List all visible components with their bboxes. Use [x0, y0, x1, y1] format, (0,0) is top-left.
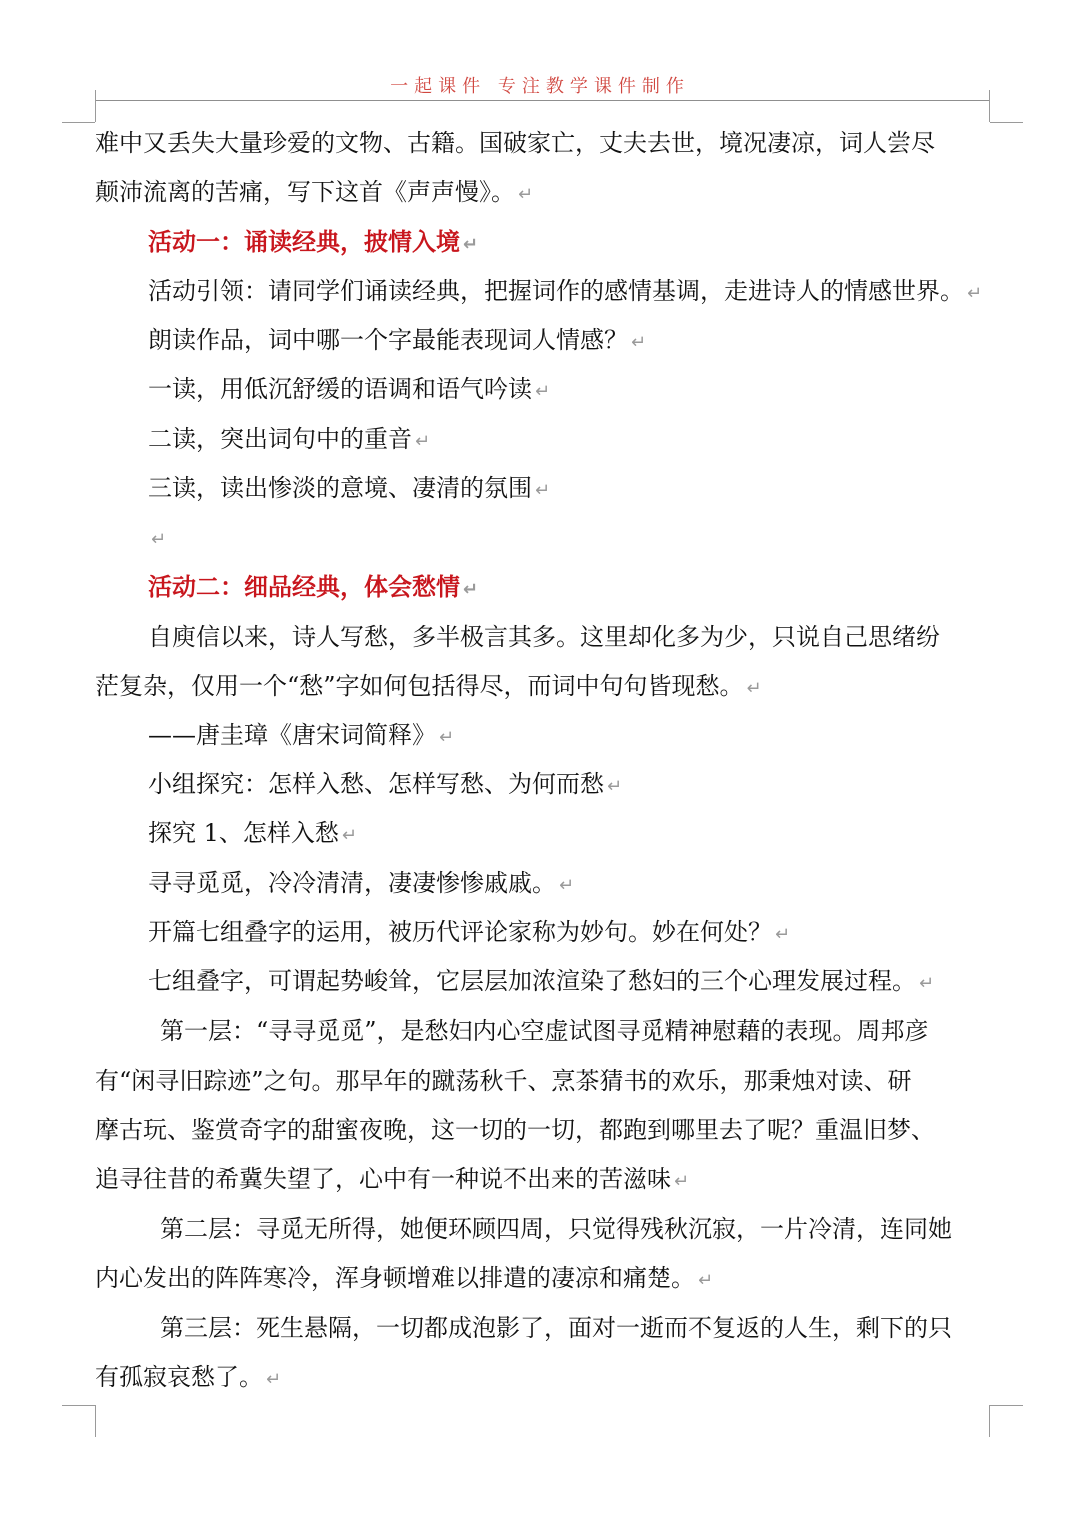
body-line: 自庾信以来，诗人写愁，多半极言其多。这里却化多为少，只说自己思绪纷 [148, 623, 940, 651]
body-line: 开篇七组叠字的运用，被历代评论家称为妙句。妙在何处？ ↵ [148, 918, 791, 946]
paragraph-mark-icon: ↵ [559, 875, 575, 896]
body-line: 茫复杂，仅用一个“愁”字如何包括得尽，而词中句句皆现愁。 ↵ [95, 672, 762, 700]
page-header-text: 一起课件 专注教学课件制作 [390, 76, 690, 97]
crop-mark-bottom-right-h [990, 1405, 1023, 1406]
paragraph-mark-icon: ↵ [463, 579, 479, 600]
citation-line: ——唐圭璋《唐宋词简释》 ↵ [148, 721, 455, 749]
paragraph-mark-icon: ↵ [535, 480, 551, 501]
section-heading: 活动二：细品经典，体会愁情 ↵ [148, 572, 479, 601]
paragraph-mark-icon: ↵ [518, 184, 534, 205]
crop-mark-bottom-left-v [95, 1405, 96, 1437]
paragraph-mark-icon: ↵ [535, 381, 551, 402]
body-line: 有“闲寻旧踪迹”之句。那早年的蹴荡秋千、烹茶猜书的欢乐，那秉烛对读、研 [95, 1067, 912, 1095]
crop-mark-bottom-left-h [62, 1405, 95, 1406]
paragraph-mark-icon: ↵ [607, 776, 623, 797]
paragraph-mark-icon: ↵ [746, 678, 762, 699]
paragraph-mark-icon: ↵ [266, 1369, 282, 1390]
paragraph-mark-icon: ↵ [631, 332, 647, 353]
header-rule [95, 100, 990, 101]
crop-mark-top-right-v [989, 90, 990, 122]
paragraph-mark-icon: ↵ [698, 1270, 714, 1291]
body-line: 三读，读出惨淡的意境、凄清的氛围 ↵ [148, 474, 551, 502]
body-line: 二读，突出词句中的重音 ↵ [148, 425, 431, 453]
paragraph-mark-icon: ↵ [674, 1171, 690, 1192]
body-line: 追寻往昔的希冀失望了，心中有一种说不出来的苦滋味 ↵ [95, 1165, 690, 1193]
paragraph-mark-icon: ↵ [919, 973, 935, 994]
body-line: 探究 1、怎样入愁 ↵ [148, 819, 357, 847]
paragraph-mark-icon: ↵ [151, 529, 167, 550]
body-line: 寻寻觅觅，冷冷清清，凄凄惨惨戚戚。 ↵ [148, 869, 575, 897]
crop-mark-bottom-right-v [989, 1405, 990, 1437]
body-line: 摩古玩、鉴赏奇字的甜蜜夜晚，这一切的一切，都跑到哪里去了呢？重温旧梦、 [95, 1116, 935, 1144]
section-heading: 活动一：诵读经典，披情入境 ↵ [148, 227, 479, 256]
body-line: 一读，用低沉舒缓的语调和语气吟读 ↵ [148, 375, 551, 403]
body-line: 活动引领：请同学们诵读经典，把握词作的感情基调，走进诗人的情感世界。 ↵ [148, 277, 983, 305]
body-line: 第三层：死生悬隔，一切都成泡影了，面对一逝而不复返的人生，剩下的只 [160, 1314, 952, 1342]
paragraph-mark-icon: ↵ [341, 825, 357, 846]
crop-mark-top-left-v [95, 90, 96, 122]
crop-mark-top-right-h [990, 122, 1023, 123]
body-line: 七组叠字，可谓起势峻耸，它层层加浓渲染了愁妇的三个心理发展过程。 ↵ [148, 967, 935, 995]
body-line: 颠沛流离的苦痛，写下这首《声声慢》。 ↵ [95, 178, 534, 206]
body-line: 内心发出的阵阵寒冷，浑身顿增难以排遣的凄凉和痛楚。 ↵ [95, 1264, 714, 1292]
empty-line [148, 522, 166, 555]
body-line: 第二层：寻觅无所得，她便环顾四周，只觉得残秋沉寂，一片冷清，连同她 [160, 1215, 952, 1243]
body-line: 有孤寂哀愁了。 ↵ [95, 1363, 282, 1391]
paragraph-mark-icon: ↵ [439, 727, 455, 748]
paragraph-mark-icon: ↵ [463, 234, 479, 255]
crop-mark-top-left-h [62, 122, 95, 123]
body-line: 难中又丢失大量珍爱的文物、古籍。国破家亡，丈夫去世，境况凄凉，词人尝尽 [95, 129, 935, 157]
paragraph-mark-icon: ↵ [415, 431, 431, 452]
body-line: 朗读作品，词中哪一个字最能表现词人情感？ ↵ [148, 326, 647, 354]
body-line: 第一层：“寻寻觅觅”，是愁妇内心空虚试图寻觅精神慰藉的表现。周邦彦 [160, 1017, 929, 1045]
paragraph-mark-icon: ↵ [967, 283, 983, 304]
paragraph-mark-icon: ↵ [775, 924, 791, 945]
body-line: 小组探究：怎样入愁、怎样写愁、为何而愁 ↵ [148, 770, 623, 798]
